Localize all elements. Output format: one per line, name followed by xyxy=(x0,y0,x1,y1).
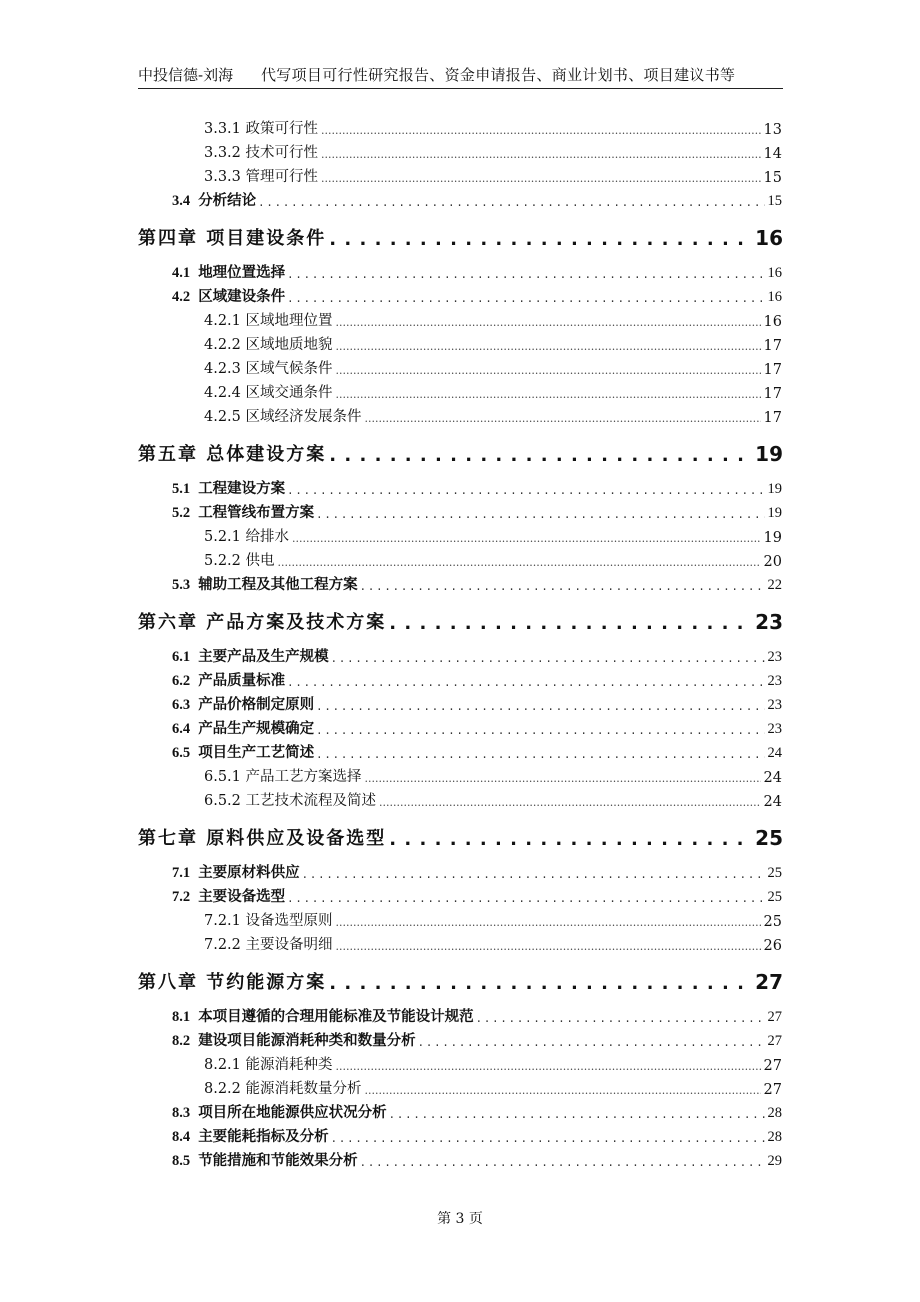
toc-page-number: 20 xyxy=(763,554,782,570)
toc-entry-number: 7.1 xyxy=(172,865,191,881)
toc-entry-title xyxy=(204,549,275,570)
toc-entry-number: 5.2 xyxy=(172,505,191,521)
toc-entry-title xyxy=(172,1029,416,1050)
toc-page-number: 28 xyxy=(767,1105,782,1121)
toc-subsection-row[interactable] xyxy=(204,358,782,378)
toc-chapter-row[interactable] xyxy=(138,226,783,250)
toc-section-row[interactable] xyxy=(172,1006,782,1026)
dot-leader xyxy=(361,1154,765,1170)
dot-leader xyxy=(336,938,761,954)
toc-entry-number: 7.2.1 xyxy=(204,913,241,929)
toc-entry-title xyxy=(172,1005,474,1026)
toc-page-number: 16 xyxy=(755,226,783,250)
toc-entry-number: 4.1 xyxy=(172,265,191,281)
toc-entry-title xyxy=(138,824,386,850)
toc-section-row[interactable] xyxy=(172,190,782,210)
toc-entry-number: 第七章 xyxy=(138,828,198,849)
toc-entry-title xyxy=(172,693,314,714)
toc-entry-number: 5.3 xyxy=(172,577,191,593)
toc-chapter-row[interactable] xyxy=(138,826,783,850)
dot-leader xyxy=(419,1034,765,1050)
toc-entry-label: 项目生产工艺简述 xyxy=(198,745,315,761)
toc-entry-label: 本项目遵循的合理用能标准及节能设计规范 xyxy=(198,1009,474,1025)
toc-subsection-row[interactable] xyxy=(204,526,782,546)
toc-entry-number: 8.1 xyxy=(172,1009,191,1025)
toc-page-number: 19 xyxy=(767,505,782,521)
toc-page-number: 27 xyxy=(763,1058,782,1074)
toc-entry-label: 工程建设方案 xyxy=(198,481,286,497)
toc-page-number: 25 xyxy=(755,826,783,850)
dot-leader xyxy=(390,1106,765,1122)
toc-subsection-row[interactable] xyxy=(204,406,782,426)
toc-entry-number: 6.1 xyxy=(172,649,191,665)
toc-entry-number: 8.2.2 xyxy=(204,1081,241,1097)
toc-entry-number: 8.4 xyxy=(172,1129,191,1145)
toc-page-number: 17 xyxy=(763,410,782,426)
toc-section-row[interactable] xyxy=(172,1150,782,1170)
dot-leader xyxy=(389,613,752,634)
toc-page-number: 29 xyxy=(767,1153,782,1169)
dot-leader xyxy=(317,698,764,714)
toc-page-number: 27 xyxy=(767,1033,782,1049)
toc-page-number: 15 xyxy=(767,193,782,209)
toc-entry-title xyxy=(204,525,289,546)
dot-leader xyxy=(329,229,752,250)
dot-leader xyxy=(336,386,761,402)
dot-leader xyxy=(336,314,761,330)
toc-entry-label: 管理可行性 xyxy=(245,169,319,185)
dot-leader xyxy=(288,890,764,906)
toc-entry-label: 主要原材料供应 xyxy=(198,865,300,881)
toc-entry-label: 节能措施和节能效果分析 xyxy=(198,1153,358,1169)
toc-entry-label: 产品工艺方案选择 xyxy=(245,769,362,785)
toc-entry-title xyxy=(138,608,386,634)
dot-leader xyxy=(329,445,752,466)
dot-leader xyxy=(336,914,761,930)
dot-leader xyxy=(303,866,765,882)
toc-entry-number: 7.2 xyxy=(172,889,191,905)
toc-entry-number: 4.2 xyxy=(172,289,191,305)
toc-subsection-row[interactable] xyxy=(204,118,782,138)
toc-page-number: 17 xyxy=(763,362,782,378)
toc-entry-label: 区域经济发展条件 xyxy=(245,409,362,425)
toc-page-number: 15 xyxy=(763,170,782,186)
header-services: 代写项目可行性研究报告、资金申请报告、商业计划书、项目建议书等 xyxy=(261,66,736,84)
toc-entry-number: 5.1 xyxy=(172,481,191,497)
toc-entry-label: 区域建设条件 xyxy=(198,289,286,305)
toc-entry-title xyxy=(172,669,285,690)
dot-leader xyxy=(477,1010,765,1026)
toc-entry-number: 5.2.2 xyxy=(204,553,241,569)
page-header xyxy=(138,62,783,89)
toc-entry-number: 6.4 xyxy=(172,721,191,737)
toc-entry-number: 4.2.2 xyxy=(204,337,241,353)
toc-page-number: 26 xyxy=(763,938,782,954)
toc-entry-number: 第五章 xyxy=(138,444,198,465)
toc-entry-label: 政策可行性 xyxy=(245,121,319,137)
toc-entry-title xyxy=(172,477,285,498)
toc-page-number: 27 xyxy=(755,970,783,994)
toc-subsection-row[interactable] xyxy=(204,1078,782,1098)
toc-entry-title xyxy=(204,141,318,162)
dot-leader xyxy=(379,794,761,810)
dot-leader xyxy=(288,290,764,306)
toc-entry-label: 项目所在地能源供应状况分析 xyxy=(198,1105,387,1121)
toc-entry-number: 4.2.3 xyxy=(204,361,241,377)
dot-leader xyxy=(321,122,761,138)
toc-section-row[interactable] xyxy=(172,262,782,282)
toc-subsection-row[interactable] xyxy=(204,382,782,402)
toc-entry-number: 3.3.1 xyxy=(204,121,241,137)
toc-entry-title xyxy=(204,789,376,810)
toc-subsection-row[interactable] xyxy=(204,550,782,570)
toc-entry-title xyxy=(204,1053,333,1074)
toc-subsection-row[interactable] xyxy=(204,166,782,186)
toc-entry-title xyxy=(172,1125,329,1146)
dot-leader xyxy=(321,170,761,186)
toc-entry-title xyxy=(172,189,256,210)
toc-entry-number: 第四章 xyxy=(138,228,198,249)
toc-entry-number: 5.2.1 xyxy=(204,529,241,545)
toc-entry-number: 8.2 xyxy=(172,1033,191,1049)
toc-entry-label: 供电 xyxy=(245,553,275,569)
toc-entry-title xyxy=(172,645,329,666)
toc-entry-title xyxy=(172,573,358,594)
toc-entry-title xyxy=(138,224,326,250)
toc-entry-title xyxy=(204,381,333,402)
toc-entry-number: 3.4 xyxy=(172,193,191,209)
dot-leader xyxy=(259,194,764,210)
toc-entry-label: 产品质量标准 xyxy=(198,673,286,689)
toc-chapter-row[interactable] xyxy=(138,970,783,994)
toc-entry-title xyxy=(204,357,333,378)
toc-entry-title xyxy=(172,885,285,906)
toc-entry-title xyxy=(204,405,362,426)
dot-leader xyxy=(361,578,765,594)
toc-entry-label: 能源消耗种类 xyxy=(245,1057,333,1073)
toc-section-row[interactable] xyxy=(172,1102,782,1122)
dot-leader xyxy=(336,362,761,378)
toc-entry-number: 第六章 xyxy=(138,612,198,633)
dot-leader xyxy=(332,1130,765,1146)
toc-entry-number: 8.2.1 xyxy=(204,1057,241,1073)
toc-entry-label: 给排水 xyxy=(245,529,290,545)
toc-entry-label: 主要设备选型 xyxy=(198,889,286,905)
toc-entry-number: 6.5 xyxy=(172,745,191,761)
toc-entry-title xyxy=(138,968,326,994)
toc-subsection-row[interactable] xyxy=(204,790,782,810)
toc-subsection-row[interactable] xyxy=(204,910,782,930)
toc-section-row[interactable] xyxy=(172,1030,782,1050)
dot-leader xyxy=(336,1058,761,1074)
toc-entry-title xyxy=(172,285,285,306)
toc-entry-label: 主要产品及生产规模 xyxy=(198,649,329,665)
toc-subsection-row[interactable] xyxy=(204,934,782,954)
toc-entry-label: 产品方案及技术方案 xyxy=(206,612,387,633)
toc-entry-label: 项目建设条件 xyxy=(206,228,327,249)
dot-leader xyxy=(329,973,752,994)
toc-entry-label: 区域地质地貌 xyxy=(245,337,333,353)
toc-entry-label: 分析结论 xyxy=(198,193,257,209)
toc-page-number: 28 xyxy=(767,1129,782,1145)
toc-entry-number: 3.3.3 xyxy=(204,169,241,185)
toc-page-number: 24 xyxy=(767,745,782,761)
toc-page-number: 25 xyxy=(767,889,782,905)
dot-leader xyxy=(317,722,764,738)
dot-leader xyxy=(336,338,761,354)
toc-entry-title xyxy=(172,501,314,522)
toc-section-row[interactable] xyxy=(172,286,782,306)
toc-entry-number: 4.2.4 xyxy=(204,385,241,401)
toc-section-row[interactable] xyxy=(172,862,782,882)
toc-chapter-row[interactable] xyxy=(138,610,783,634)
toc-page-number: 17 xyxy=(763,386,782,402)
toc-subsection-row[interactable] xyxy=(204,766,782,786)
toc-entry-label: 能源消耗数量分析 xyxy=(245,1081,362,1097)
toc-page-number: 19 xyxy=(763,530,782,546)
toc-section-row[interactable] xyxy=(172,742,782,762)
toc-page-number: 22 xyxy=(767,577,782,593)
toc-subsection-row[interactable] xyxy=(204,334,782,354)
dot-leader xyxy=(317,506,764,522)
toc-entry-number: 6.5.1 xyxy=(204,769,241,785)
toc-subsection-row[interactable] xyxy=(204,1054,782,1074)
toc-entry-label: 工程管线布置方案 xyxy=(198,505,315,521)
header-author: 中投信德-刘海 xyxy=(138,66,234,84)
toc-section-row[interactable] xyxy=(172,670,782,690)
toc-page-number: 25 xyxy=(767,865,782,881)
dot-leader xyxy=(389,829,752,850)
toc-section-row[interactable] xyxy=(172,694,782,714)
dot-leader xyxy=(332,650,765,666)
toc-entry-label: 建设项目能源消耗种类和数量分析 xyxy=(198,1033,416,1049)
toc-section-row[interactable] xyxy=(172,886,782,906)
toc-page-number: 13 xyxy=(763,122,782,138)
toc-page-number: 27 xyxy=(763,1082,782,1098)
toc-entry-label: 节约能源方案 xyxy=(206,972,327,993)
dot-leader xyxy=(365,1082,761,1098)
toc-entry-label: 区域地理位置 xyxy=(245,313,333,329)
toc-page-number: 23 xyxy=(767,649,782,665)
toc-section-row[interactable] xyxy=(172,478,782,498)
toc-entry-number: 8.3 xyxy=(172,1105,191,1121)
toc-entry-label: 设备选型原则 xyxy=(245,913,333,929)
toc-entry-title xyxy=(138,440,326,466)
toc-section-row[interactable] xyxy=(172,502,782,522)
toc-entry-title xyxy=(172,741,314,762)
toc-entry-number: 7.2.2 xyxy=(204,937,241,953)
toc-page-number: 23 xyxy=(755,610,783,634)
toc-entry-number: 第八章 xyxy=(138,972,198,993)
toc-entry-title xyxy=(172,861,300,882)
toc-entry-number: 3.3.2 xyxy=(204,145,241,161)
toc-page-number: 16 xyxy=(763,314,782,330)
toc-entry-title xyxy=(204,309,333,330)
toc-entry-number: 6.5.2 xyxy=(204,793,241,809)
toc-entry-title xyxy=(172,717,314,738)
toc-entry-title xyxy=(204,909,333,930)
toc-page-number: 23 xyxy=(767,697,782,713)
toc-entry-title xyxy=(204,333,333,354)
toc-section-row[interactable] xyxy=(172,646,782,666)
toc-page-number: 24 xyxy=(763,770,782,786)
toc-entry-title xyxy=(204,117,318,138)
toc-entry-title xyxy=(204,933,333,954)
toc-entry-label: 总体建设方案 xyxy=(206,444,327,465)
toc-section-row[interactable] xyxy=(172,1126,782,1146)
toc-entry-label: 产品价格制定原则 xyxy=(198,697,315,713)
dot-leader xyxy=(365,410,761,426)
toc-page-number: 17 xyxy=(763,338,782,354)
toc-section-row[interactable] xyxy=(172,574,782,594)
toc-section-row[interactable] xyxy=(172,718,782,738)
toc-entry-title xyxy=(204,1077,362,1098)
toc-entry-label: 区域气候条件 xyxy=(245,361,333,377)
toc-entry-number: 4.2.1 xyxy=(204,313,241,329)
toc-subsection-row[interactable] xyxy=(204,310,782,330)
toc-page-number: 16 xyxy=(767,265,782,281)
toc-page-number: 25 xyxy=(763,914,782,930)
toc-entry-title xyxy=(172,1101,387,1122)
dot-leader xyxy=(365,770,761,786)
toc-entry-title xyxy=(204,765,362,786)
dot-leader xyxy=(288,266,764,282)
dot-leader xyxy=(278,554,761,570)
toc-entry-label: 技术可行性 xyxy=(245,145,319,161)
dot-leader xyxy=(317,746,764,762)
toc-page-number: 14 xyxy=(763,146,782,162)
page-number: 第 3 页 xyxy=(437,1211,483,1227)
toc-entry-label: 辅助工程及其他工程方案 xyxy=(198,577,358,593)
toc-entry-label: 主要设备明细 xyxy=(245,937,333,953)
toc-page-number: 19 xyxy=(755,442,783,466)
toc-entry-label: 区域交通条件 xyxy=(245,385,333,401)
toc-entry-title xyxy=(172,1149,358,1170)
toc-entry-number: 6.2 xyxy=(172,673,191,689)
dot-leader xyxy=(292,530,761,546)
toc-page-number: 24 xyxy=(763,794,782,810)
toc-entry-number: 6.3 xyxy=(172,697,191,713)
toc-entry-label: 主要能耗指标及分析 xyxy=(198,1129,329,1145)
toc-page-number: 27 xyxy=(767,1009,782,1025)
toc-page-number: 23 xyxy=(767,721,782,737)
toc-entry-label: 产品生产规模确定 xyxy=(198,721,315,737)
toc-entry-number: 4.2.5 xyxy=(204,409,241,425)
toc-page-number: 19 xyxy=(767,481,782,497)
toc-entry-label: 工艺技术流程及简述 xyxy=(245,793,377,809)
toc-page-number: 23 xyxy=(767,673,782,689)
dot-leader xyxy=(288,482,764,498)
toc-subsection-row[interactable] xyxy=(204,142,782,162)
toc-entry-label: 原料供应及设备选型 xyxy=(206,828,387,849)
toc-page-number: 16 xyxy=(767,289,782,305)
toc-entry-label: 地理位置选择 xyxy=(198,265,286,281)
toc-entry-title xyxy=(172,261,285,282)
toc-chapter-row[interactable] xyxy=(138,442,783,466)
dot-leader xyxy=(321,146,761,162)
toc-entry-number: 8.5 xyxy=(172,1153,191,1169)
toc-entry-title xyxy=(204,165,318,186)
dot-leader xyxy=(288,674,764,690)
